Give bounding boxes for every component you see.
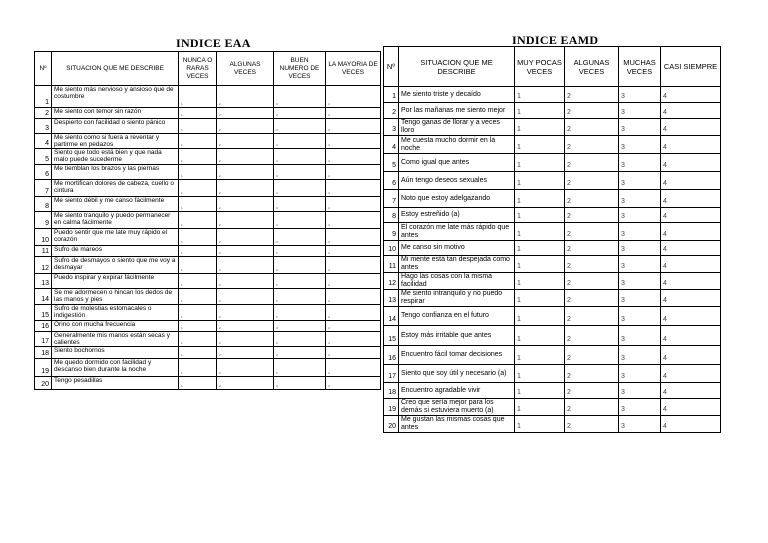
answer-cell[interactable]: 1: [179, 180, 217, 197]
situation-text: Me siento como si fuera a reventar y partirme en pedazos: [52, 134, 179, 149]
answer-cell[interactable]: 3: [274, 165, 326, 180]
situation-text: Generalmente mis manos están secas y calientes: [52, 332, 179, 347]
answer-cell[interactable]: 4: [326, 180, 381, 197]
eamd-column-header: MUCHAS VECES: [619, 47, 661, 87]
situation-text: Me siento intranquilo y no puedo respirar: [399, 290, 515, 307]
situation-text: Me tiemblan los brazos y las piernas: [52, 165, 179, 180]
row-number: 4: [384, 136, 399, 154]
answer-cell[interactable]: 1: [179, 257, 217, 274]
table-row: [384, 223, 721, 241]
row-number: 11: [35, 246, 52, 257]
situation-text: Despierto con facilidad o siento pánico: [52, 119, 179, 134]
row-number: 8: [35, 197, 52, 212]
table-row: [35, 305, 381, 321]
eaa-column-header: NUNCA O RARAS VECES: [179, 52, 217, 86]
situation-text: Me siento tranquilo y puedo permanecer en calma fácilmente: [52, 212, 179, 229]
answer-cell[interactable]: 2: [565, 119, 619, 136]
situation-text: Siento que todo está bien y que nada malo puede sucederme: [52, 149, 179, 165]
table-row: [384, 190, 721, 208]
answer-cell[interactable]: 4: [661, 273, 721, 290]
answer-cell[interactable]: 3: [274, 377, 326, 390]
table-row: [35, 359, 381, 377]
answer-cell[interactable]: 3: [619, 383, 661, 399]
answer-cell[interactable]: 4: [326, 229, 381, 246]
answer-cell[interactable]: 2: [217, 321, 274, 332]
answer-cell[interactable]: 1: [179, 134, 217, 149]
row-number: 12: [384, 273, 399, 290]
answer-cell[interactable]: 4: [661, 307, 721, 326]
situation-text: Tengo pesadillas: [52, 377, 179, 390]
eamd-table: [383, 46, 721, 433]
answer-cell[interactable]: 3: [274, 180, 326, 197]
situation-text: Aún tengo deseos sexuales: [399, 172, 515, 190]
answer-cell[interactable]: 2: [565, 365, 619, 383]
row-number: 9: [384, 223, 399, 241]
answer-cell[interactable]: 3: [274, 197, 326, 212]
situation-text: Sufro de desmayos o siento que me voy a desmayar: [52, 257, 179, 274]
answer-cell[interactable]: 3: [619, 326, 661, 346]
answer-cell[interactable]: 2: [217, 347, 274, 359]
answer-cell[interactable]: 4: [661, 208, 721, 223]
answer-cell[interactable]: 4: [661, 365, 721, 383]
table-row: [35, 377, 381, 390]
row-number: 3: [384, 119, 399, 136]
table-row: [384, 326, 721, 346]
answer-cell[interactable]: 3: [619, 172, 661, 190]
row-number: 18: [384, 383, 399, 399]
row-number: 6: [384, 172, 399, 190]
situation-text: Siento que soy útil y necesario (a): [399, 365, 515, 383]
answer-cell[interactable]: 3: [274, 332, 326, 347]
row-number: 4: [35, 134, 52, 149]
situation-text: Sufro de molestias estomacales o indigestión: [52, 305, 179, 321]
row-number: 15: [384, 326, 399, 346]
answer-cell[interactable]: 1: [515, 307, 565, 326]
situation-text: Tengo ganas de llorar y a veces lloro: [399, 119, 515, 136]
situation-text: Mi mente está tan despejada como antes: [399, 256, 515, 273]
answer-cell[interactable]: 2: [217, 229, 274, 246]
eamd-column-header: CASI SIEMPRE: [661, 47, 721, 87]
answer-cell[interactable]: 2: [217, 305, 274, 321]
answer-cell[interactable]: 2: [565, 399, 619, 416]
answer-cell[interactable]: 1: [179, 86, 217, 108]
row-number: 7: [35, 180, 52, 197]
table-row: [384, 273, 721, 290]
situation-text: Encuentro agradable vivir: [399, 383, 515, 399]
answer-cell[interactable]: 1: [179, 165, 217, 180]
eamd-header-row: [384, 47, 721, 87]
answer-cell[interactable]: 2: [217, 108, 274, 119]
answer-cell[interactable]: 1: [179, 108, 217, 119]
situation-text: Me siento débil y me canso fácilmente: [52, 197, 179, 212]
answer-cell[interactable]: 1: [179, 321, 217, 332]
situation-text: Me canso sin motivo: [399, 241, 515, 256]
row-number: 11: [384, 256, 399, 273]
answer-cell[interactable]: 1: [515, 416, 565, 433]
answer-cell[interactable]: 2: [565, 256, 619, 273]
situation-text: Creo que sería mejor para los demás si estuviera muerto (a): [399, 399, 515, 416]
answer-cell[interactable]: 2: [217, 212, 274, 229]
situation-text: Me siento triste y decaído: [399, 87, 515, 103]
row-number: 5: [384, 154, 399, 172]
answer-cell[interactable]: 4: [661, 346, 721, 365]
answer-cell[interactable]: 4: [326, 289, 381, 305]
answer-cell[interactable]: 1: [179, 274, 217, 289]
answer-cell[interactable]: 4: [661, 416, 721, 433]
answer-cell[interactable]: 1: [515, 383, 565, 399]
answer-cell[interactable]: 3: [274, 257, 326, 274]
answer-cell[interactable]: 4: [326, 134, 381, 149]
answer-cell[interactable]: 1: [179, 246, 217, 257]
answer-cell[interactable]: 3: [619, 223, 661, 241]
answer-cell[interactable]: 1: [179, 229, 217, 246]
answer-cell[interactable]: 2: [565, 103, 619, 119]
answer-cell[interactable]: 3: [619, 416, 661, 433]
answer-cell[interactable]: 3: [619, 273, 661, 290]
answer-cell[interactable]: 4: [326, 274, 381, 289]
answer-cell[interactable]: 2: [565, 326, 619, 346]
answer-cell[interactable]: 2: [217, 359, 274, 377]
eaa-title: INDICE EAA: [176, 36, 251, 50]
row-number: 17: [35, 332, 52, 347]
situation-text: Me siento con temor sin razón: [52, 108, 179, 119]
answer-cell[interactable]: 3: [619, 399, 661, 416]
answer-cell[interactable]: 4: [661, 172, 721, 190]
answer-cell[interactable]: 2: [565, 154, 619, 172]
table-row: [35, 321, 381, 332]
situation-text: Estoy estreñido (a): [399, 208, 515, 223]
table-row: [35, 119, 381, 134]
answer-cell[interactable]: 4: [326, 165, 381, 180]
answer-cell[interactable]: 3: [274, 289, 326, 305]
table-row: [35, 347, 381, 359]
answer-cell[interactable]: 3: [274, 229, 326, 246]
row-number: 2: [35, 108, 52, 119]
answer-cell[interactable]: 3: [274, 212, 326, 229]
table-row: [35, 197, 381, 212]
answer-cell[interactable]: 2: [217, 134, 274, 149]
answer-cell[interactable]: 1: [515, 190, 565, 208]
answer-cell[interactable]: 4: [661, 241, 721, 256]
row-number: 8: [384, 208, 399, 223]
eaa-column-header: Nº: [35, 52, 52, 86]
answer-cell[interactable]: 1: [179, 212, 217, 229]
answer-cell[interactable]: 4: [326, 212, 381, 229]
table-row: [35, 212, 381, 229]
situation-text: Se me adormecen o hincan los dedos de las manos y pies: [52, 289, 179, 305]
row-number: 20: [384, 416, 399, 433]
answer-cell[interactable]: 2: [217, 180, 274, 197]
table-row: [35, 332, 381, 347]
row-number: 3: [35, 119, 52, 134]
answer-cell[interactable]: 4: [661, 256, 721, 273]
answer-cell[interactable]: 2: [565, 172, 619, 190]
row-number: 13: [35, 274, 52, 289]
answer-cell[interactable]: 2: [565, 223, 619, 241]
answer-cell[interactable]: 4: [661, 119, 721, 136]
answer-cell[interactable]: 2: [217, 197, 274, 212]
table-row: [35, 149, 381, 165]
answer-cell[interactable]: 3: [619, 365, 661, 383]
answer-cell[interactable]: 3: [619, 290, 661, 307]
table-row: [384, 172, 721, 190]
eaa-column-header: BUEN NUMERO DE VECES: [274, 52, 326, 86]
table-row: [384, 416, 721, 433]
answer-cell[interactable]: 4: [326, 86, 381, 108]
answer-cell[interactable]: 1: [515, 223, 565, 241]
situation-text: Como igual que antes: [399, 154, 515, 172]
answer-cell[interactable]: 3: [619, 154, 661, 172]
answer-cell[interactable]: 4: [326, 108, 381, 119]
answer-cell[interactable]: 1: [179, 197, 217, 212]
answer-cell[interactable]: 3: [619, 307, 661, 326]
row-number: 14: [35, 289, 52, 305]
eamd-column-header: Nº: [384, 47, 399, 87]
situation-text: Tengo confianza en el futuro: [399, 307, 515, 326]
answer-cell[interactable]: 2: [217, 149, 274, 165]
table-row: [35, 229, 381, 246]
answer-cell[interactable]: 1: [515, 273, 565, 290]
answer-cell[interactable]: 1: [515, 208, 565, 223]
answer-cell[interactable]: 2: [217, 377, 274, 390]
answer-cell[interactable]: 2: [217, 246, 274, 257]
row-number: 20: [35, 377, 52, 390]
situation-text: El corazón me late más rápido que antes: [399, 223, 515, 241]
answer-cell[interactable]: 1: [179, 149, 217, 165]
answer-cell[interactable]: 1: [515, 241, 565, 256]
answer-cell[interactable]: 2: [217, 257, 274, 274]
answer-cell[interactable]: 4: [661, 326, 721, 346]
answer-cell[interactable]: 2: [565, 273, 619, 290]
row-number: 1: [384, 87, 399, 103]
answer-cell[interactable]: 2: [217, 119, 274, 134]
answer-cell[interactable]: 1: [179, 289, 217, 305]
answer-cell[interactable]: 3: [619, 256, 661, 273]
answer-cell[interactable]: 3: [619, 103, 661, 119]
answer-cell[interactable]: 3: [274, 149, 326, 165]
situation-text: Orino con mucha frecuencia: [52, 321, 179, 332]
row-number: 10: [384, 241, 399, 256]
answer-cell[interactable]: 2: [565, 290, 619, 307]
table-row: [35, 165, 381, 180]
answer-cell[interactable]: 3: [619, 208, 661, 223]
answer-cell[interactable]: 2: [565, 136, 619, 154]
answer-cell[interactable]: 1: [179, 119, 217, 134]
eamd-column-header: MUY POCAS VECES: [515, 47, 565, 87]
eaa-header-row: [35, 52, 381, 86]
table-row: [384, 290, 721, 307]
row-number: 15: [35, 305, 52, 321]
row-number: 7: [384, 190, 399, 208]
situation-text: Me mortifican dolores de cabeza, cuello o cintura: [52, 180, 179, 197]
answer-cell[interactable]: 4: [661, 399, 721, 416]
situation-text: Encuentro fácil tomar decisiones: [399, 346, 515, 365]
answer-cell[interactable]: 1: [515, 256, 565, 273]
answer-cell[interactable]: 3: [274, 108, 326, 119]
row-number: 12: [35, 257, 52, 274]
row-number: 16: [35, 321, 52, 332]
answer-cell[interactable]: 4: [326, 305, 381, 321]
answer-cell[interactable]: 2: [565, 208, 619, 223]
answer-cell[interactable]: 1: [515, 103, 565, 119]
situation-text: Siento bochornos: [52, 347, 179, 359]
table-row: [384, 136, 721, 154]
answer-cell[interactable]: 4: [661, 136, 721, 154]
answer-cell[interactable]: 4: [326, 377, 381, 390]
answer-cell[interactable]: 1: [179, 305, 217, 321]
answer-cell[interactable]: 2: [217, 332, 274, 347]
eamd-column-header: SITUACION QUE ME DESCRIBE: [399, 47, 515, 87]
answer-cell[interactable]: 3: [619, 241, 661, 256]
answer-cell[interactable]: 3: [619, 190, 661, 208]
answer-cell[interactable]: 1: [515, 87, 565, 103]
answer-cell[interactable]: 4: [661, 290, 721, 307]
answer-cell[interactable]: 2: [217, 86, 274, 108]
situation-text: Estoy más irritable que antes: [399, 326, 515, 346]
row-number: 13: [384, 290, 399, 307]
answer-cell[interactable]: 3: [274, 321, 326, 332]
answer-cell[interactable]: 4: [326, 197, 381, 212]
answer-cell[interactable]: 4: [661, 383, 721, 399]
answer-cell[interactable]: 3: [274, 246, 326, 257]
answer-cell[interactable]: 4: [326, 149, 381, 165]
eaa-table: [34, 51, 381, 390]
answer-cell[interactable]: 4: [326, 246, 381, 257]
situation-text: Noto que estoy adelgazando: [399, 190, 515, 208]
answer-cell[interactable]: 3: [274, 305, 326, 321]
answer-cell[interactable]: 1: [179, 359, 217, 377]
answer-cell[interactable]: 3: [619, 87, 661, 103]
answer-cell[interactable]: 1: [515, 172, 565, 190]
situation-text: Me quedo dormido con facilidad y descanso bien durante la noche: [52, 359, 179, 377]
row-number: 1: [35, 86, 52, 108]
answer-cell[interactable]: 4: [326, 332, 381, 347]
answer-cell[interactable]: 3: [274, 119, 326, 134]
situation-text: Me cuesta mucho dormir en la noche: [399, 136, 515, 154]
table-row: [35, 289, 381, 305]
situation-text: Me siento más nervioso y ansioso que de costumbre: [52, 86, 179, 108]
table-row: [384, 383, 721, 399]
answer-cell[interactable]: 4: [661, 103, 721, 119]
eaa-column-header: SITUACION QUE ME DESCRIBE: [52, 52, 179, 86]
table-row: [384, 154, 721, 172]
eaa-column-header: LA MAYORIA DE VECES: [326, 52, 381, 86]
answer-cell[interactable]: 3: [274, 134, 326, 149]
situation-text: Puedo sentir que me late muy rápido el corazón: [52, 229, 179, 246]
table-row: [35, 86, 381, 108]
answer-cell[interactable]: 2: [217, 289, 274, 305]
table-row: [384, 119, 721, 136]
row-number: 17: [384, 365, 399, 383]
row-number: 10: [35, 229, 52, 246]
row-number: 6: [35, 165, 52, 180]
situation-text: Sufro de mareos: [52, 246, 179, 257]
answer-cell[interactable]: 1: [179, 347, 217, 359]
answer-cell[interactable]: 3: [274, 359, 326, 377]
answer-cell[interactable]: 4: [326, 359, 381, 377]
row-number: 16: [384, 346, 399, 365]
answer-cell[interactable]: 2: [217, 274, 274, 289]
answer-cell[interactable]: 4: [661, 154, 721, 172]
answer-cell[interactable]: 4: [661, 87, 721, 103]
table-row: [35, 108, 381, 119]
answer-cell[interactable]: 2: [217, 165, 274, 180]
answer-cell[interactable]: 1: [515, 365, 565, 383]
answer-cell[interactable]: 3: [274, 86, 326, 108]
table-row: [35, 134, 381, 149]
answer-cell[interactable]: 2: [565, 416, 619, 433]
answer-cell[interactable]: 2: [565, 87, 619, 103]
answer-cell[interactable]: 1: [515, 119, 565, 136]
answer-cell[interactable]: 1: [179, 377, 217, 390]
situation-text: Hago las cosas con la misma facilidad: [399, 273, 515, 290]
answer-cell[interactable]: 2: [565, 383, 619, 399]
answer-cell[interactable]: 3: [274, 274, 326, 289]
table-row: [35, 180, 381, 197]
answer-cell[interactable]: 1: [515, 399, 565, 416]
table-row: [384, 399, 721, 416]
row-number: 18: [35, 347, 52, 359]
answer-cell[interactable]: 1: [515, 346, 565, 365]
situation-text: Me gustan las mismas cosas que antes: [399, 416, 515, 433]
table-row: [384, 87, 721, 103]
eaa-column-header: ALGUNAS VECES: [217, 52, 274, 86]
row-number: 19: [384, 399, 399, 416]
answer-cell[interactable]: 4: [326, 257, 381, 274]
row-number: 2: [384, 103, 399, 119]
answer-cell[interactable]: 4: [326, 321, 381, 332]
answer-cell[interactable]: 1: [515, 136, 565, 154]
answer-cell[interactable]: 2: [565, 241, 619, 256]
table-row: [384, 256, 721, 273]
table-row: [384, 208, 721, 223]
answer-cell[interactable]: 2: [565, 190, 619, 208]
answer-cell[interactable]: 4: [661, 190, 721, 208]
row-number: 5: [35, 149, 52, 165]
eamd-column-header: ALGUNAS VECES: [565, 47, 619, 87]
table-row: [35, 246, 381, 257]
answer-cell[interactable]: 4: [326, 347, 381, 359]
answer-cell[interactable]: 1: [179, 332, 217, 347]
answer-cell[interactable]: 1: [515, 326, 565, 346]
answer-cell[interactable]: 4: [326, 119, 381, 134]
answer-cell[interactable]: 2: [565, 346, 619, 365]
answer-cell[interactable]: 3: [619, 119, 661, 136]
answer-cell[interactable]: 4: [661, 223, 721, 241]
situation-text: Por las mañanas me siento mejor: [399, 103, 515, 119]
answer-cell[interactable]: 3: [619, 346, 661, 365]
table-row: [384, 346, 721, 365]
table-row: [35, 257, 381, 274]
table-row: [384, 307, 721, 326]
answer-cell[interactable]: 3: [274, 347, 326, 359]
row-number: 19: [35, 359, 52, 377]
eamd-title: INDICE EAMD: [512, 33, 599, 47]
table-row: [384, 103, 721, 119]
answer-cell[interactable]: 1: [515, 290, 565, 307]
table-row: [384, 365, 721, 383]
answer-cell[interactable]: 1: [515, 154, 565, 172]
table-row: [384, 241, 721, 256]
table-row: [35, 274, 381, 289]
situation-text: Puedo inspirar y expirar fácilmente: [52, 274, 179, 289]
answer-cell[interactable]: 3: [619, 136, 661, 154]
answer-cell[interactable]: 2: [565, 307, 619, 326]
row-number: 14: [384, 307, 399, 326]
row-number: 9: [35, 212, 52, 229]
